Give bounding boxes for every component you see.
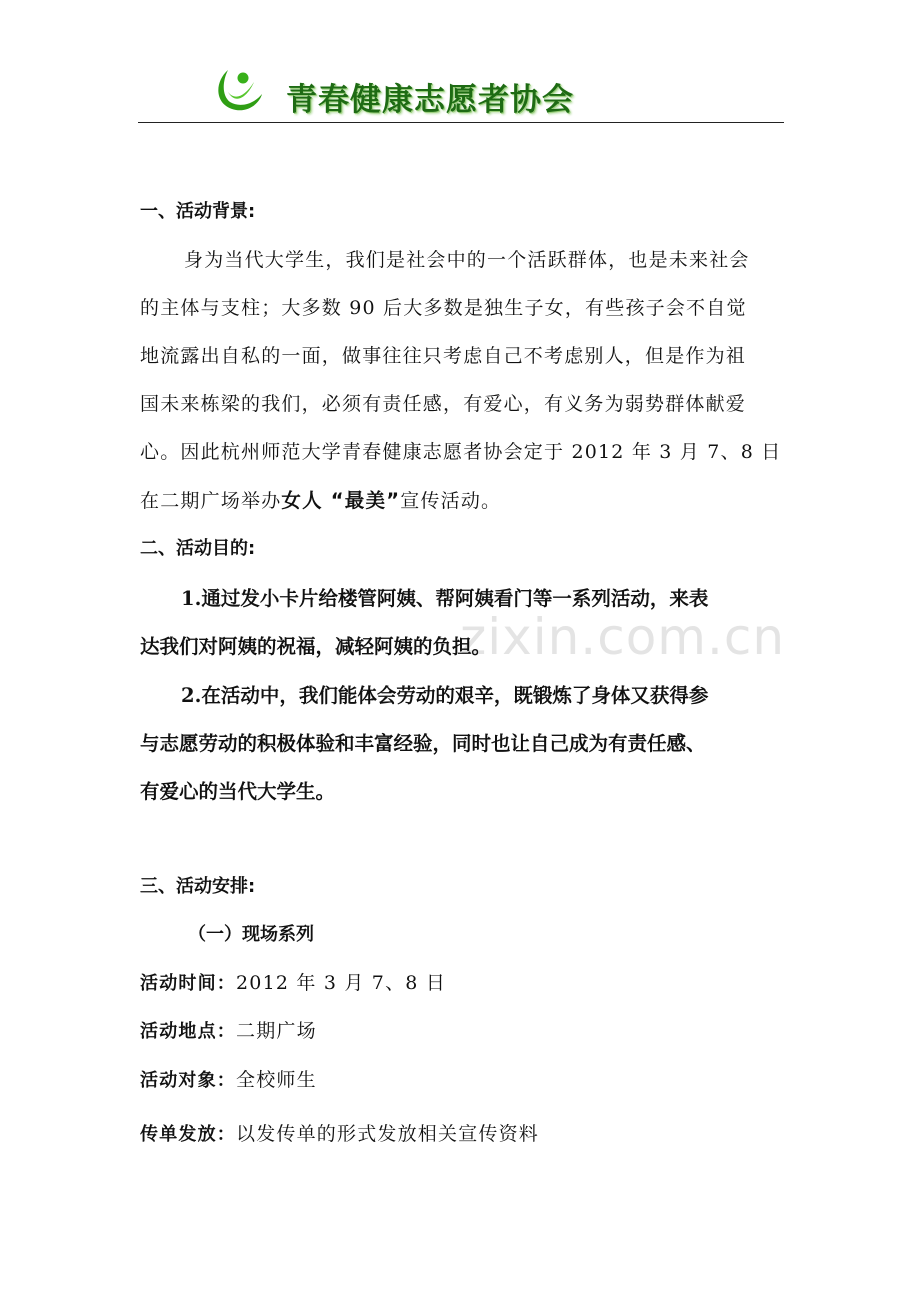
purpose-line: 有爱心的当代大学生。 — [140, 780, 336, 803]
detail-row-flyers — [140, 1125, 800, 1144]
header-divider — [138, 122, 784, 123]
paragraph-line: 国未来栋梁的我们，必须有责任感，有爱心，有义务为弱势群体献爱 — [140, 393, 747, 415]
detail-row-time — [140, 974, 800, 993]
event-text-pre: 在二期广场举办 — [140, 490, 282, 512]
subsection-heading: （一）现场系列 — [188, 924, 314, 945]
detail-label: 活动时间： — [140, 973, 236, 994]
detail-value: 以发传单的形式发放相关宣传资料 — [236, 1123, 540, 1145]
detail-label: 活动地点： — [140, 1021, 236, 1042]
detail-value: 2012 年 3 月 7、8 日 — [236, 972, 447, 994]
section-heading-background: 一、活动背景: — [140, 201, 256, 222]
volunteer-swoosh-icon — [210, 66, 264, 116]
watermark: zixin.com.cn — [460, 608, 786, 666]
detail-label: 传单发放： — [140, 1124, 236, 1145]
detail-row-location — [140, 1022, 800, 1041]
section-heading-purpose: 二、活动目的: — [140, 538, 256, 559]
detail-label: 活动对象： — [140, 1070, 236, 1091]
paragraph-line-event — [140, 491, 800, 511]
event-name-bold: 女人 “最美” — [281, 489, 401, 512]
paragraph-line: 心。因此杭州师范大学青春健康志愿者协会定于 2012 年 3 月 7、8 日 — [140, 441, 782, 463]
section-heading-arrangement: 三、活动安排: — [140, 876, 256, 897]
association-title: 青春健康志愿者协会 — [286, 82, 574, 118]
detail-row-audience — [140, 1071, 800, 1090]
purpose-line: 1.通过发小卡片给楼管阿姨、帮阿姨看门等一系列活动，来表 — [181, 587, 709, 610]
purpose-line: 与志愿劳动的积极体验和丰富经验，同时也让自己成为有责任感、 — [140, 732, 706, 755]
paragraph-line: 身为当代大学生，我们是社会中的一个活跃群体，也是未来社会 — [184, 249, 750, 271]
paragraph-line: 地流露出自私的一面，做事往往只考虑自己不考虑别人，但是作为祖 — [140, 345, 747, 367]
paragraph-line: 的主体与支柱；大多数 90 后大多数是独生子女，有些孩子会不自觉 — [140, 297, 747, 319]
event-text-post: 宣传活动。 — [400, 490, 502, 512]
detail-value: 二期广场 — [236, 1020, 317, 1042]
purpose-line: 2.在活动中，我们能体会劳动的艰辛，既锻炼了身体又获得参 — [181, 684, 709, 707]
page-header — [0, 0, 920, 125]
detail-value: 全校师生 — [236, 1069, 317, 1091]
purpose-line: 达我们对阿姨的祝福，减轻阿姨的负担。 — [140, 635, 492, 658]
